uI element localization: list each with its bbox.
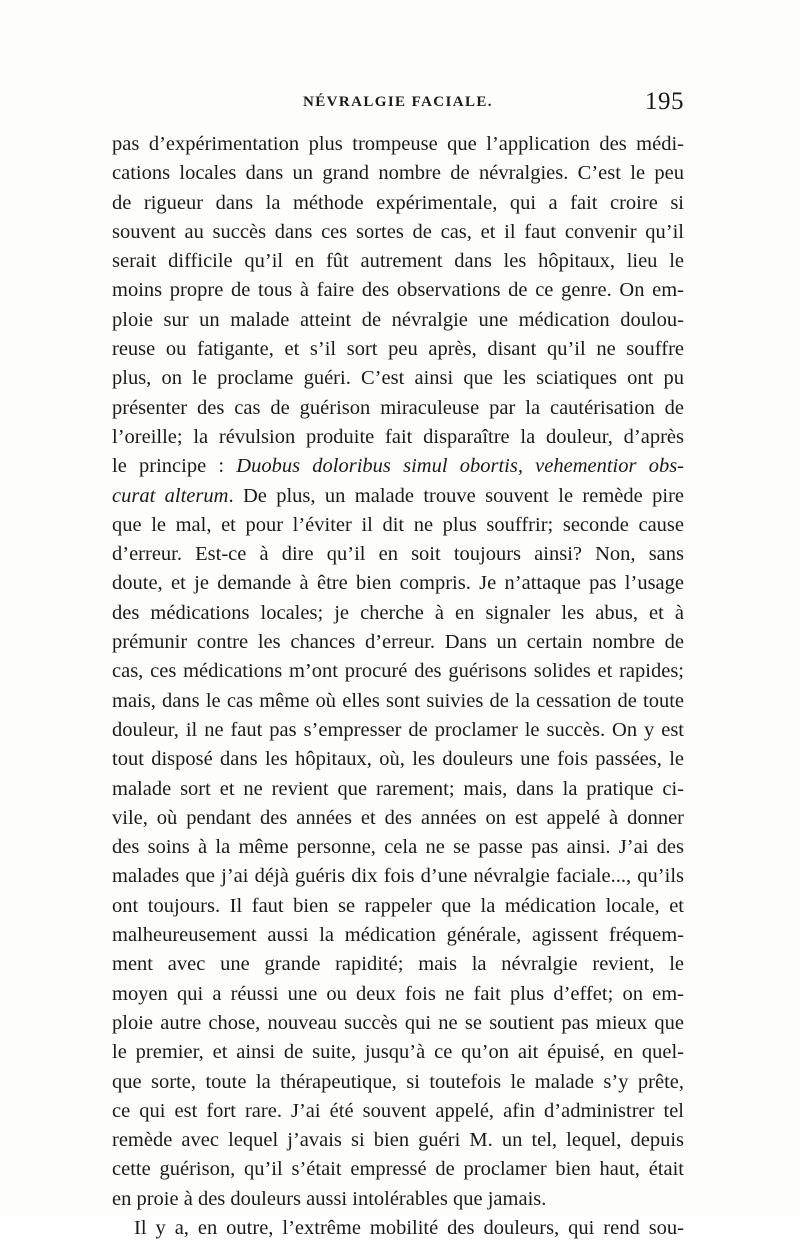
text-line: que le mal, et pour l’éviter il dit ne plus souffrir; seconde cause [112,513,684,536]
text-line: des médications locales; je cherche à en signaler les abus, et à [112,601,684,624]
text-line: d’erreur. Est-ce à dire qu’il en soit toujours ainsi? Non, sans [112,543,684,566]
text-line: moins propre de tous à faire des observations de ce genre. On em- [112,279,684,302]
text-line: des soins à la même personne, cela ne se passe pas ainsi. J’ai des [112,836,684,859]
page-number: 195 [645,88,684,115]
text-line: ce qui est fort rare. J’ai été souvent appelé, afin d’administrer tel [112,1099,684,1122]
text-line: serait difficile qu’il en fût autrement dans les hôpitaux, lieu le [112,250,684,273]
body-text [112,130,684,1243]
running-title: NÉVRALGIE FACIALE. [303,94,493,110]
text-line: remède avec lequel j’avais si bien guéri M. un tel, lequel, depuis [112,1129,684,1152]
text-line: Il y a, en outre, l’extrême mobilité des douleurs, qui rend sou- [134,1216,684,1239]
text-line: de rigueur dans la méthode expérimentale, qui a fait croire si [112,191,684,214]
line-segment: le principe : [112,455,237,478]
text-line: ploie autre chose, nouveau succès qui ne se soutient pas mieux que [112,1011,684,1034]
latin-quotation: curat alterum [112,484,229,507]
text-line: vile, où pendant des années et des années on est appelé à donner [112,806,684,829]
text-line: malades que j’ai déjà guéris dix fois d’une névralgie faciale..., qu’ils [112,865,684,888]
text-line [112,452,684,481]
text-line: présenter des cas de guérison miraculeuse par la cautérisation de [112,396,684,419]
running-header [112,88,684,122]
text-line: doute, et je demande à être bien compris. Je n’attaque pas l’usage [112,572,684,595]
text-line: mais, dans le cas même où elles sont suivies de la cessation de toute [112,689,684,712]
text-line: cas, ces médications m’ont procuré des guérisons solides et rapides; [112,660,684,683]
text-line: prémunir contre les chances d’erreur. Dans un certain nombre de [112,631,684,654]
text-line: malheureusement aussi la médication générale, agissent fréquem- [112,924,684,947]
text-line: ont toujours. Il faut bien se rappeler que la médication locale, et [112,894,684,917]
text-line: que sorte, toute la thérapeutique, si toutefois le malade s’y prête, [112,1070,684,1093]
text-line: moyen qui a réussi une ou deux fois ne fait plus d’effet; on em- [112,982,684,1005]
text-line [112,482,684,511]
text-line: reuse ou fatigante, et s’il sort peu après, disant qu’il ne souffre [112,338,684,361]
latin-quotation: Duobus doloribus simul obortis, vehementior obs- [236,455,684,478]
text-line: l’oreille; la révulsion produite fait disparaître la douleur, d’après [112,425,684,448]
text-line: pas d’expérimentation plus trompeuse que l’application des médi- [112,133,684,155]
text-line: douleur, il ne faut pas s’empresser de proclamer le succès. On y est [112,718,684,741]
text-line: souvent au succès dans ces sortes de cas, et il faut convenir qu’il [112,220,684,243]
text-line: en proie à des douleurs aussi intolérables que jamais. [112,1187,547,1210]
text-line: cette guérison, qu’il s’était empressé de proclamer bien haut, était [112,1158,684,1181]
line-segment: . De plus, un malade trouve souvent le remède pire [228,484,684,507]
text-line: ploie sur un malade atteint de névralgie une médication doulou- [112,308,684,331]
text-line: tout disposé dans les hôpitaux, où, les douleurs une fois passées, le [112,748,684,771]
text-line: le premier, et ainsi de suite, jusqu’à ce qu’on ait épuisé, en quel- [112,1041,684,1064]
text-line: cations locales dans un grand nombre de névralgies. C’est le peu [112,162,684,185]
text-line: malade sort et ne revient que rarement; mais, dans la pratique ci- [112,777,684,800]
text-line: ment avec une grande rapidité; mais la névralgie revient, le [112,953,684,976]
text-line: plus, on le proclame guéri. C’est ainsi que les sciatiques ont pu [112,367,684,390]
